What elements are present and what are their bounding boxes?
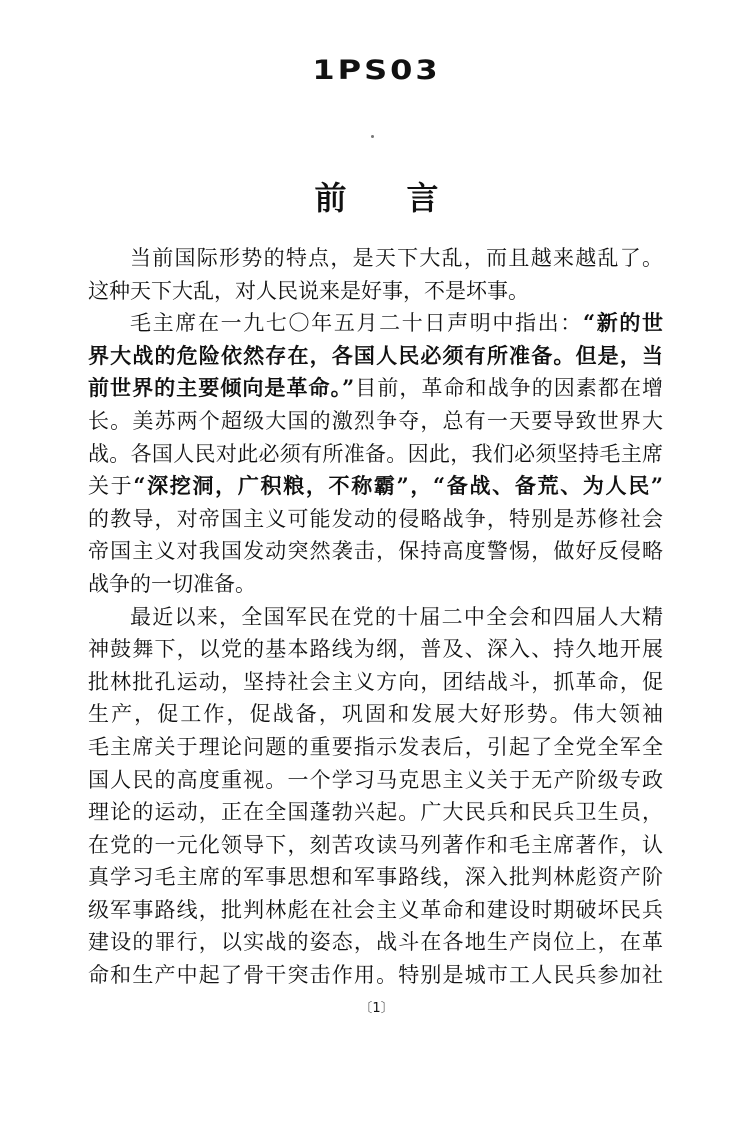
- quote-segment: “新的世: [582, 310, 663, 336]
- text-line: [88, 307, 663, 340]
- page-number: 〔1〕: [359, 1001, 394, 1016]
- text-line: 毛主席关于理论问题的重要指示发表后，引起了全党全军全: [88, 734, 663, 759]
- text-line: 当前国际形势的特点，是天下大乱，而且越来越乱了。: [130, 246, 663, 270]
- text-line: 国人民的高度重视。一个学习马克思主义关于无产阶级专政: [88, 767, 663, 792]
- quote-segment: 前世界的主要倾向是革命。”: [88, 375, 355, 401]
- text-line: 级军事路线，批判林彪在社会主义革命和建设时期破坏民兵: [88, 897, 663, 922]
- page-title: [0, 176, 753, 220]
- text-line: 的教导，对帝国主义可能发动的侵略战争，特别是苏修社会: [88, 506, 663, 531]
- quote-segment: “深挖洞，广积粮，不称霸”，“备战、备荒、为人民”: [133, 473, 663, 499]
- text-segment: 毛主席在一九七〇年五月二十日声明中指出：: [130, 311, 583, 336]
- text-line: 战。各国人民对此必须有所准备。因此，我们必须坚持毛主席: [88, 441, 663, 466]
- dot-mark: [371, 135, 374, 138]
- text-line: [88, 470, 663, 503]
- text-segment: 关于: [88, 474, 134, 499]
- text-line: [88, 372, 663, 405]
- text-line: 理论的运动，正在全国蓬勃兴起。广大民兵和民兵卫生员，: [88, 800, 663, 825]
- title-char-1: 前: [314, 179, 347, 217]
- text-line: 界大战的危险依然存在，各国人民必须有所准备。但是，当: [88, 342, 663, 368]
- text-line: 最近以来，全国军民在党的十届二中全会和四届人大精: [130, 604, 663, 629]
- text-line: 批林批孔运动，坚持社会主义方向，团结战斗，抓革命，促: [88, 669, 663, 694]
- text-line: 帝国主义对我国发动突然袭击，保持高度警惕，做好反侵略: [88, 539, 663, 564]
- text-line: 战争的一切准备。: [88, 571, 256, 596]
- text-line: 这种天下大乱，对人民说来是好事，不是坏事。: [88, 278, 529, 303]
- catalog-number-stamp: 1PS03: [312, 54, 441, 86]
- text-line: 命和生产中起了骨干突击作用。特别是城市工人民兵参加社: [88, 963, 663, 988]
- text-segment: 目前，革命和战争的因素都在增: [354, 376, 663, 401]
- text-line: 建设的罪行，以实战的姿态，战斗在各地生产岗位上，在革: [88, 930, 663, 955]
- text-line: 真学习毛主席的军事思想和军事路线，深入批判林彪资产阶: [88, 865, 663, 890]
- text-line: 生产，促工作，促战备，巩固和发展大好形势。伟大领袖: [88, 702, 663, 727]
- text-line: 神鼓舞下，以党的基本路线为纲，普及、深入、持久地开展: [88, 637, 663, 662]
- text-line: 长。美苏两个超级大国的激烈争夺，总有一天要导致世界大: [88, 408, 663, 433]
- text-line: 在党的一元化领导下，刻苦攻读马列著作和毛主席著作，认: [88, 832, 663, 857]
- title-char-2: 言: [406, 179, 439, 217]
- body-text: [88, 242, 663, 992]
